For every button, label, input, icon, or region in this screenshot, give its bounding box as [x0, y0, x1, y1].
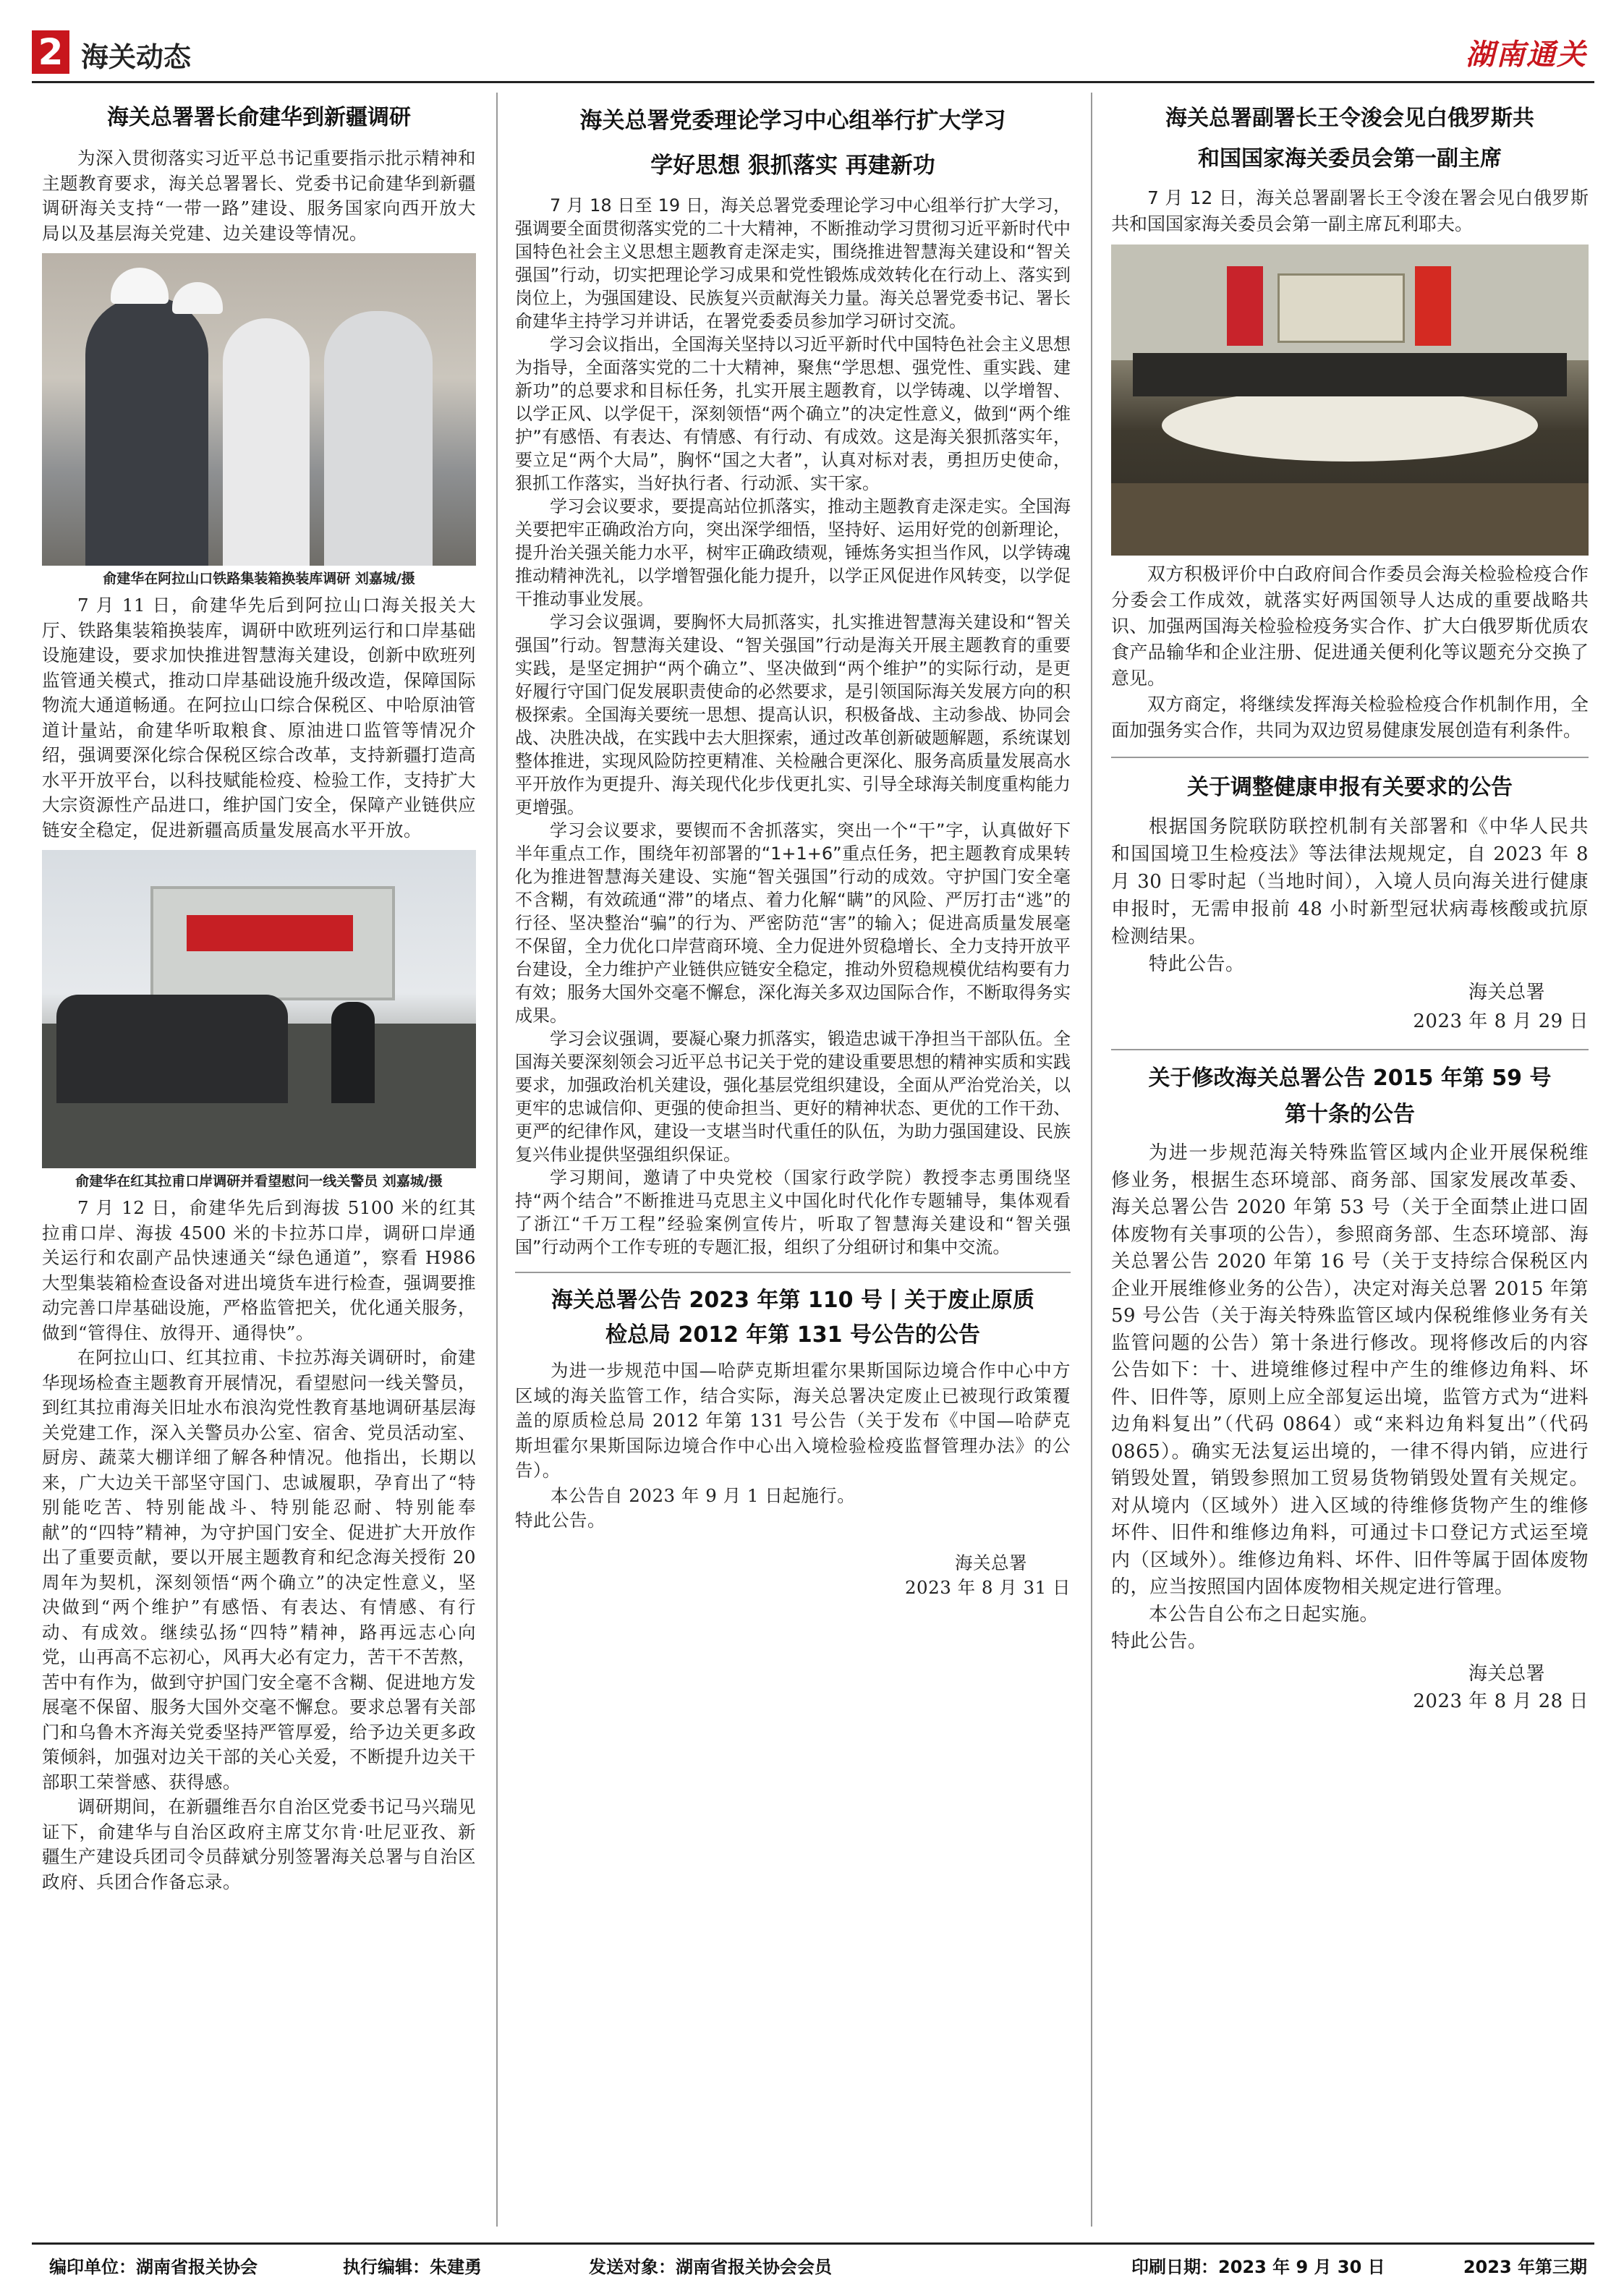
notice-signature: 海关总署: [955, 1552, 1027, 1573]
article-paragraph: 学习会议指出，全国海关坚持以习近平新时代中国特色社会主义思想为指导，全面落实党的二十大精神，聚焦“学思想、强党性、重实践、建新功”的总要求和目标任务，扎实开展主题教育，以学铸魂、以学增智、以学正风、以学促干，深刻领悟“两个确立”的决定性意义，做到“两个维护”有感悟、有表达、有情感、有行动、有成效。这是海关狠抓落实年，要立足“两个大局”，胸怀“国之大者”，认真对标对表，勇担历史使命，狠抓工作落实，当好执行者、行动派、实干家。: [515, 334, 1071, 493]
notice-title: 第十条的公告: [1285, 1102, 1415, 1127]
section-title: 海关动态: [81, 41, 192, 73]
article-paragraph: 双方积极评价中白政府间合作委员会海关检验检疫合作分委会工作成效，就落实好两国领导人达成的重要战略共识、加强两国海关检验检疫务实合作、扩大白俄罗斯优质农食产品输华和企业注册、促进通关便利化等议题充分交换了意见。: [1111, 564, 1589, 689]
section-divider: [1111, 1049, 1589, 1050]
article-paragraph: 7 月 12 日，海关总署副署长王令浚在署会见白俄罗斯共和国国家海关委员会第一副主席瓦利耶夫。: [1111, 187, 1589, 234]
notice-paragraph: 根据国务院联防联控机制有关部署和《中华人民共和国国境卫生检疫法》等法律法规规定，自 2023 年 8 月 30 日零时起（当地时间），入境人员向海关进行健康申报时，无需申报前 48 小时新型冠状病毒核酸或抗原检测结果。: [1111, 816, 1589, 948]
article-paragraph: 7 月 18 日至 19 日，海关总署党委理论学习中心组举行扩大学习，强调要全面贯彻落实党的二十大精神，不断推动学习贯彻习近平新时代中国特色社会主义思想主题教育走深走实，围绕推进智慧海关建设和“智关强国”行动，切实把理论学习成果和党性锻炼成效转化在行动上、落实到岗位上，为强国建设、民族复兴贡献海关力量。海关总署党委书记、署长俞建华主持学习并讲话，在署党委委员参加学习研讨交流。: [515, 195, 1071, 331]
notice-signature: 海关总署: [1468, 1662, 1545, 1685]
article-paragraph: 为深入贯彻落实习近平总书记重要指示批示精神和主题教育要求，海关总署署长、党委书记俞建华到新疆调研海关支持“一带一路”建设、服务国家向西开放大局以及基层海关党建、边关建设等情况。: [42, 148, 476, 244]
photo-caption: 俞建华在阿拉山口铁路集装箱换装库调研 刘嘉城/摄: [103, 571, 415, 587]
notice-date: 2023 年 8 月 31 日: [904, 1577, 1071, 1598]
photo-railway-container-warehouse: [42, 253, 476, 566]
notice-title: 海关总署公告 2023 年第 110 号丨关于废止原质: [551, 1288, 1034, 1313]
photo-caption: 俞建华在红其拉甫口岸调研并看望慰问一线关警员 刘嘉城/摄: [75, 1173, 443, 1189]
article-title: 海关总署署长俞建华到新疆调研: [107, 105, 411, 130]
photo-khunjerab-port: [42, 850, 476, 1168]
article-subtitle: 学好思想 狠抓落实 再建新功: [650, 153, 935, 179]
footer-issue: 2023 年第三期: [1463, 2257, 1587, 2277]
notice-closing: 特此公告。: [1111, 1630, 1207, 1652]
footer-rule: [32, 2242, 1594, 2245]
notice-date: 2023 年 8 月 29 日: [1413, 1011, 1589, 1032]
article-study-session: [515, 93, 1071, 1601]
article-belarus-meeting: [1111, 93, 1589, 1715]
notice-title: 检总局 2012 年第 131 号公告的公告: [605, 1322, 980, 1348]
article-paragraph: 调研期间，在新疆维吾尔自治区党委书记马兴瑞见证下，俞建华与自治区政府主席艾尔肯·吐尼亚孜、新疆生产建设兵团司令员薛斌分别签署海关总署与自治区政府、兵团合作备忘录。: [42, 1796, 476, 1892]
page-header: [32, 29, 1594, 80]
photo-bilateral-meeting: [1111, 245, 1589, 556]
article-paragraph: 学习会议强调，要胸怀大局抓落实，扎实推进智慧海关建设和“智关强国”行动。智慧海关建设、“智关强国”行动是海关开展主题教育的重要实践，是坚定拥护“两个确立”、坚决做到“两个维护”的实际行动，是更好履行守国门促发展职责使命的必然要求，是引领国际海关发展方向的积极探索。全国海关要统一思想、提高认识，积极备战、主动参战、协同会战、决胜决战，在实践中去大胆探索，通过改革创新破题解题，系统谋划整体推进，实现风险防控更精准、关检融合更深化、服务高质量发展高水平开放作为更提升、海关现代化步伐更扎实、引导全球海关制度重构能力更增强。: [515, 612, 1071, 817]
article-title: 海关总署党委理论学习中心组举行扩大学习: [579, 108, 1006, 134]
notice-paragraph: 为进一步规范海关特殊监管区域内企业开展保税维修业务，根据生态环境部、商务部、国家发展改革委、海关总署公告 2020 年第 53 号（关于全面禁止进口固体废物有关事项的公告），参照商务部、生态环境部、海关总署公告 2020 年第 16 号（关于支持综合保税区内企业开展维修业务的公告），决定对海关总署 2015 年第 59 号公告（关于海关特殊监管区域内保税维修业务有关监管问题的公告）第十条进行修改。现将修改后的内容公告如下：十、进境维修过程中产生的维修边角料、坏件、旧件等，原则上应全部复运出境，监管方式为“进料边角料复出”（代码 0864）或“来料边角料复出”（代码 0865）。确实无法复运出境的，一律不得内销，应进行销毁处置，销毁参照加工贸易货物销毁处置有关规定。对从境内（区域外）进入区域的待维修货物产生的维修坏件、旧件和维修边角料，可通过卡口登记方式运至境内（区域外）。维修边角料、坏件、旧件等属于固体废物的，应当按照国内固体废物相关规定进行管理。: [1111, 1142, 1589, 1598]
notice-closing: 特此公告。: [1149, 953, 1245, 975]
notice-paragraph: 为进一步规范中国—哈萨克斯坦霍尔果斯国际边境合作中心中方区域的海关监管工作，结合实际，海关总署决定废止已被现行政策覆盖的原质检总局 2012 年第 131 号公告（关于发布《中国—哈萨克斯坦霍尔果斯国际边境合作中心出入境检验检疫监督管理办法》的公告）。: [515, 1360, 1071, 1481]
article-paragraph: 双方商定，将继续发挥海关检验检疫合作机制作用，全面加强务实合作，共同为双边贸易健康发展创造有利条件。: [1111, 694, 1589, 741]
notice-signature: 海关总署: [1468, 982, 1545, 1003]
header-rule: [32, 81, 1594, 83]
footer-executive-editor: 执行编辑：朱建勇: [343, 2257, 482, 2277]
footer-editor-unit: 编印单位：湖南省报关协会: [49, 2257, 258, 2277]
article-xinjiang: [42, 93, 476, 1895]
notice-paragraph: 本公告自公布之日起实施。: [1149, 1603, 1379, 1625]
notice-title: 关于修改海关总署公告 2015 年第 59 号: [1148, 1066, 1552, 1091]
footer-print-date: 印刷日期：2023 年 9 月 30 日: [1131, 2257, 1385, 2277]
notice-date: 2023 年 8 月 28 日: [1413, 1690, 1589, 1712]
article-paragraph: 学习会议要求，要提高站位抓落实，推动主题教育走深走实。全国海关要把牢正确政治方向，突出深学细悟，坚持好、运用好党的创新理论，提升治关强关能力水平，树牢正确政绩观，锤炼务实担当作风，以学铸魂推动精神洗礼，以学增智强化能力提升，以学正风促进作风转变，以学促干推动事业发展。: [515, 496, 1071, 609]
article-paragraph: 7 月 11 日，俞建华先后到阿拉山口海关报关大厅、铁路集装箱换装库，调研中欧班列运行和口岸基础设施建设，要求加快推进智慧海关建设，创新中欧班列监管通关模式，推动口岸基础设施升级改造，保障国际物流大通道畅通。在阿拉山口综合保税区、中哈原油管道计量站，俞建华听取粮食、原油进口监管等情况介绍，强调要深化综合保税区综合改革，支持新疆打造高水平开放平台，以科技赋能检疫、检验工作，支持扩大大宗资源性产品进口，维护国门安全，保障产业链供应链安全稳定，促进新疆高质量发展高水平开放。: [42, 595, 476, 841]
notice-closing: 特此公告。: [515, 1510, 605, 1531]
section-divider: [515, 1272, 1071, 1273]
article-paragraph: 学习期间，邀请了中央党校（国家行政学院）教授李志勇围绕坚持“两个结合”不断推进马克思主义中国化时代化作专题辅导，集体观看了浙江“千万工程”经验案例宣传片，听取了智慧海关建设和“智关强国”行动两个工作专班的专题汇报，组织了分组研讨和集中交流。: [515, 1168, 1071, 1257]
page-number: 2: [32, 30, 69, 74]
page-footer: [32, 2251, 1594, 2283]
section-divider: [1111, 757, 1589, 758]
article-paragraph: 在阿拉山口、红其拉甫、卡拉苏海关调研时，俞建华现场检查主题教育开展情况，看望慰问一线关警员，到红其拉甫海关旧址水布浪沟党性教育基地调研基层海关党建工作，深入关警员办公室、宿舍、党员活动室、厨房、蔬菜大棚详细了解各种情况。他指出，长期以来，广大边关干部坚守国门、忠诚履职，孕育出了“特别能吃苦、特别能战斗、特别能忍耐、特别能奉献”的“四特”精神，为守护国门安全、促进扩大开放作出了重要贡献，要以开展主题教育和纪念海关授衔 20 周年为契机，深刻领悟“两个确立”的决定性意义，坚决做到“两个维护”有感悟、有表达、有情感、有行动、有成效。继续弘扬“四特”精神，路再远志心向党，山再高不忘初心，风再大必有定力，苦干不苦熬，苦中有作为，做到守护国门安全毫不含糊、促进地方发展毫不保留、服务大国外交毫不懈怠。要求总署有关部门和乌鲁木齐海关党委坚持严管厚爱，给予边关更多政策倾斜，加强对边关干部的关心关爱，不断提升边关干部职工荣誉感、获得感。: [42, 1347, 476, 1793]
footer-recipients: 发送对象：湖南省报关协会会员: [589, 2257, 832, 2277]
notice-title: 关于调整健康申报有关要求的公告: [1187, 775, 1513, 800]
column-divider: [496, 93, 498, 2227]
article-paragraph: 学习会议要求，要锲而不舍抓落实，突出一个“干”字，认真做好下半年重点工作，围绕年初部署的“1+1+6”重点任务，把主题教育成果转化为推进智慧海关建设、实施“智关强国”行动的成效。守护国门安全毫不含糊，有效疏通“滞”的堵点、着力化解“瞒”的风险、严厉打击“逃”的行径、坚决整治“骗”的行为、严密防范“害”的输入；促进高质量发展毫不保留，全力优化口岸营商环境、全力促进外贸稳增长、全力支持开放平台建设，全力维护产业链供应链安全稳定，推动外贸稳规模优结构要有力有效；服务大国外交毫不懈怠，深化海关多双边国际合作，不断取得务实成果。: [515, 820, 1071, 1026]
column-divider: [1091, 93, 1092, 2227]
article-paragraph: 学习会议强调，要凝心聚力抓落实，锻造忠诚干净担当干部队伍。全国海关要深刻领会习近平总书记关于党的建设重要思想的精神实质和实践要求，加强政治机关建设，强化基层党组织建设，全面从严治党治关，以更牢的忠诚信仰、更强的使命担当、更好的精神状态、更优的工作干劲、更严的纪律作风，建设一支堪当时代重任的队伍，为助力强国建设、民族复兴伟业提供坚强组织保证。: [515, 1029, 1071, 1165]
notice-paragraph: 本公告自 2023 年 9 月 1 日起施行。: [550, 1484, 856, 1506]
article-paragraph: 7 月 12 日，俞建华先后到海拔 5100 米的红其拉甫口岸、海拔 4500 米的卡拉苏口岸，调研口岸通关运行和农副产品快速通关“绿色通道”，察看 H986 大型集装箱检查设备对进出境货车进行检查，强调要推动完善口岸基础设施，严格监管把关，优化通关服务，做到“管得住、放得开、通得快”。: [42, 1197, 476, 1343]
brand-logo: 湖南通关: [1466, 38, 1587, 72]
article-title: 和国国家海关委员会第一副主席: [1198, 146, 1502, 171]
article-title: 海关总署副署长王令浚会见白俄罗斯共: [1165, 106, 1534, 131]
